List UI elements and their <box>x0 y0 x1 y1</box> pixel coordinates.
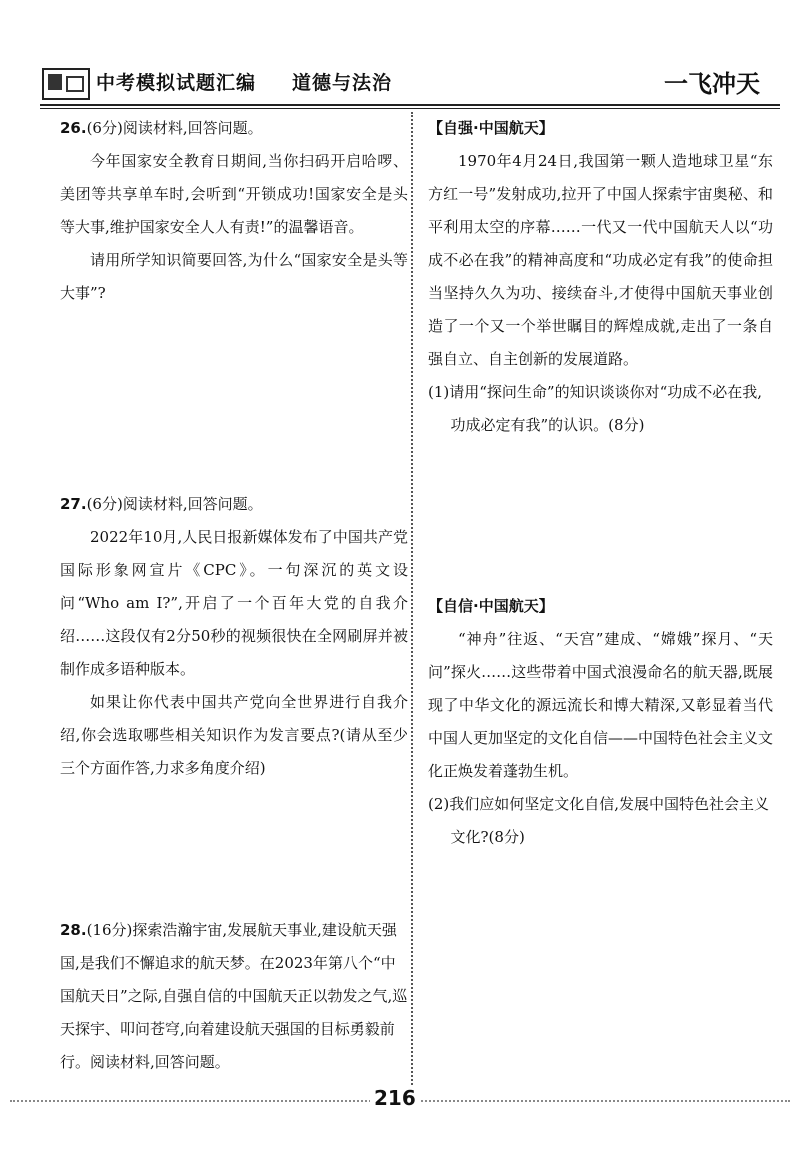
material-paragraph: “神舟”往返、“天宫”建成、“嫦娥”探月、“天问”探火……这些带着中国式浪漫命名的航天器,既展现了中华文化的源远流长和博大精深,又彰显着当代中国人更加坚定的文化自信——中国特色社会主义文化正焕发着蓬勃生机。 <box>428 630 774 780</box>
header-rule <box>40 104 780 106</box>
header-rule-thin <box>40 108 780 109</box>
question-title: (6分)阅读材料,回答问题。 <box>86 119 263 137</box>
section-self-confidence <box>428 590 773 854</box>
question-prompt: 如果让你代表中国共产党向全世界进行自我介绍,你会选取哪些相关知识作为发言要点?(请从至少三个方面作答,力求多角度介绍) <box>60 693 408 777</box>
book-logo-icon <box>42 68 90 100</box>
question-number: 28. <box>60 921 87 939</box>
material-paragraph: 今年国家安全教育日期间,当你扫码开启哈啰、美团等共享单车时,会听到“开锁成功!国家安全是头等大事,维护国家安全人人有责!”的温馨语音。 <box>60 152 408 236</box>
subject-title: 道德与法治 <box>292 72 393 94</box>
sub-question-1: (1)请用“探问生命”的知识谈谈你对“功成不必在我,功成必定有我”的认识。(8分) <box>428 383 763 434</box>
question-number: 26. <box>60 119 87 137</box>
sub-question-2: (2)我们应如何坚定文化自信,发展中国特色社会主义文化?(8分) <box>428 795 770 846</box>
question-27 <box>60 488 408 785</box>
question-title: (6分)阅读材料,回答问题。 <box>86 495 263 513</box>
page-number: 216 <box>370 1086 420 1110</box>
question-26 <box>60 112 408 310</box>
column-divider <box>411 112 413 1097</box>
section-heading: 【自信·中国航天】 <box>428 597 554 615</box>
section-heading: 【自强·中国航天】 <box>428 119 554 137</box>
brand-logo: 一飞冲天 <box>664 70 760 98</box>
question-title: (16分)探索浩瀚宇宙,发展航天事业,建设航天强国,是我们不懈追求的航天梦。在2023年第八个“中国航天日”之际,自强自信的中国航天正以勃发之气,巡天探宇、叩问苍穹,向着建设航天强国的目标勇毅前行。阅读材料,回答问题。 <box>60 921 408 1071</box>
page-header <box>40 62 780 102</box>
series-title: 中考模拟试题汇编 <box>96 72 257 94</box>
question-28 <box>60 914 408 1079</box>
section-self-reliance <box>428 112 773 442</box>
question-prompt: 请用所学知识简要回答,为什么“国家安全是头等大事”? <box>60 251 408 302</box>
question-number: 27. <box>60 495 87 513</box>
material-paragraph: 1970年4月24日,我国第一颗人造地球卫星“东方红一号”发射成功,拉开了中国人探索宇宙奥秘、和平利用太空的序幕……一代又一代中国航天人以“功成不必在我”的精神高度和“功成必定有我”的使命担当坚持久久为功、接续奋斗,才使得中国航天事业创造了一个又一个举世瞩目的辉煌成就,走出了一条自强自立、自主创新的发展道路。 <box>428 152 773 368</box>
material-paragraph: 2022年10月,人民日报新媒体发布了中国共产党国际形象网宣片《CPC》。一句深沉的英文设问“Who am I?”,开启了一个百年大党的自我介绍……这段仅有2分50秒的视频很快在全网刷屏并被制作成多语种版本。 <box>60 528 408 678</box>
